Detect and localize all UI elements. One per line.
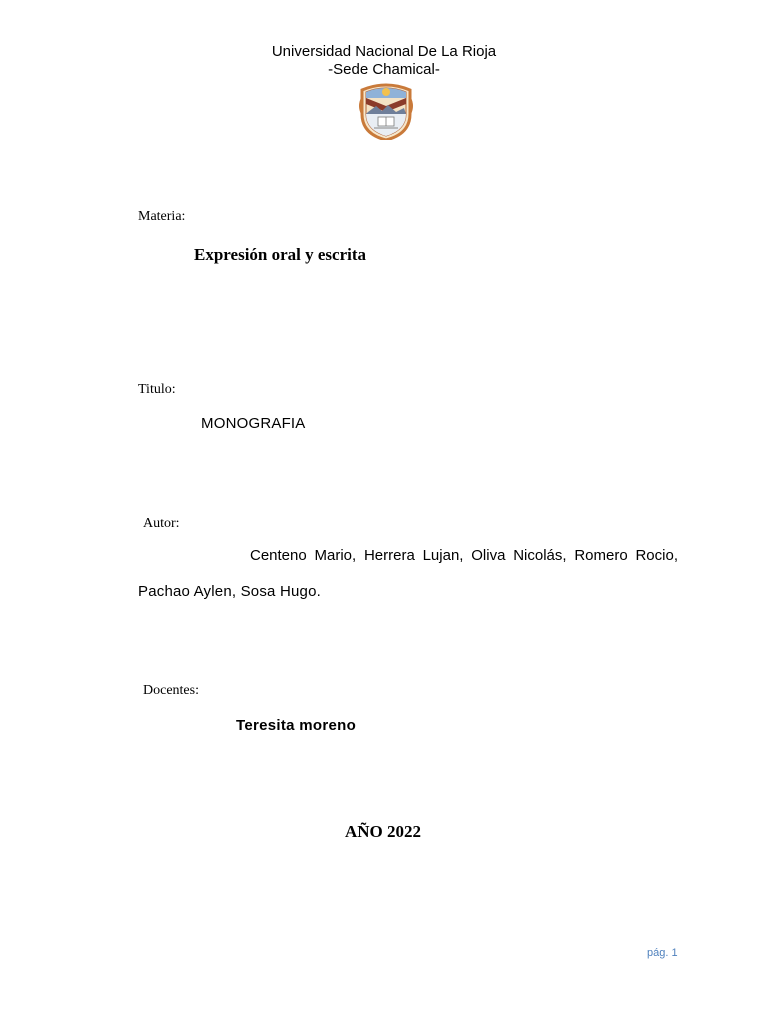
titulo-label: Titulo: (138, 382, 176, 397)
year-heading (0, 822, 768, 842)
titulo-value: MONOGRAFIA (201, 415, 306, 432)
university-name: Universidad Nacional De La Rioja (271, 43, 497, 60)
materia-label: Materia: (138, 209, 186, 224)
year-text: AÑO 2022 (344, 822, 422, 841)
university-crest-icon (356, 78, 416, 140)
materia-value: Expresión oral y escrita (194, 245, 367, 264)
university-sede: -Sede Chamical- (328, 61, 440, 78)
autor-names-line-2: Pachao Aylen, Sosa Hugo. (138, 583, 321, 600)
docentes-value: Teresita moreno (236, 717, 357, 734)
docentes-label: Docentes: (143, 683, 199, 698)
autor-label: Autor: (143, 516, 180, 531)
page-number: pág. 1 (647, 947, 678, 959)
autor-names-line-1: Centeno Mario, Herrera Lujan, Oliva Nicolás, Romero Rocio, (250, 547, 678, 564)
